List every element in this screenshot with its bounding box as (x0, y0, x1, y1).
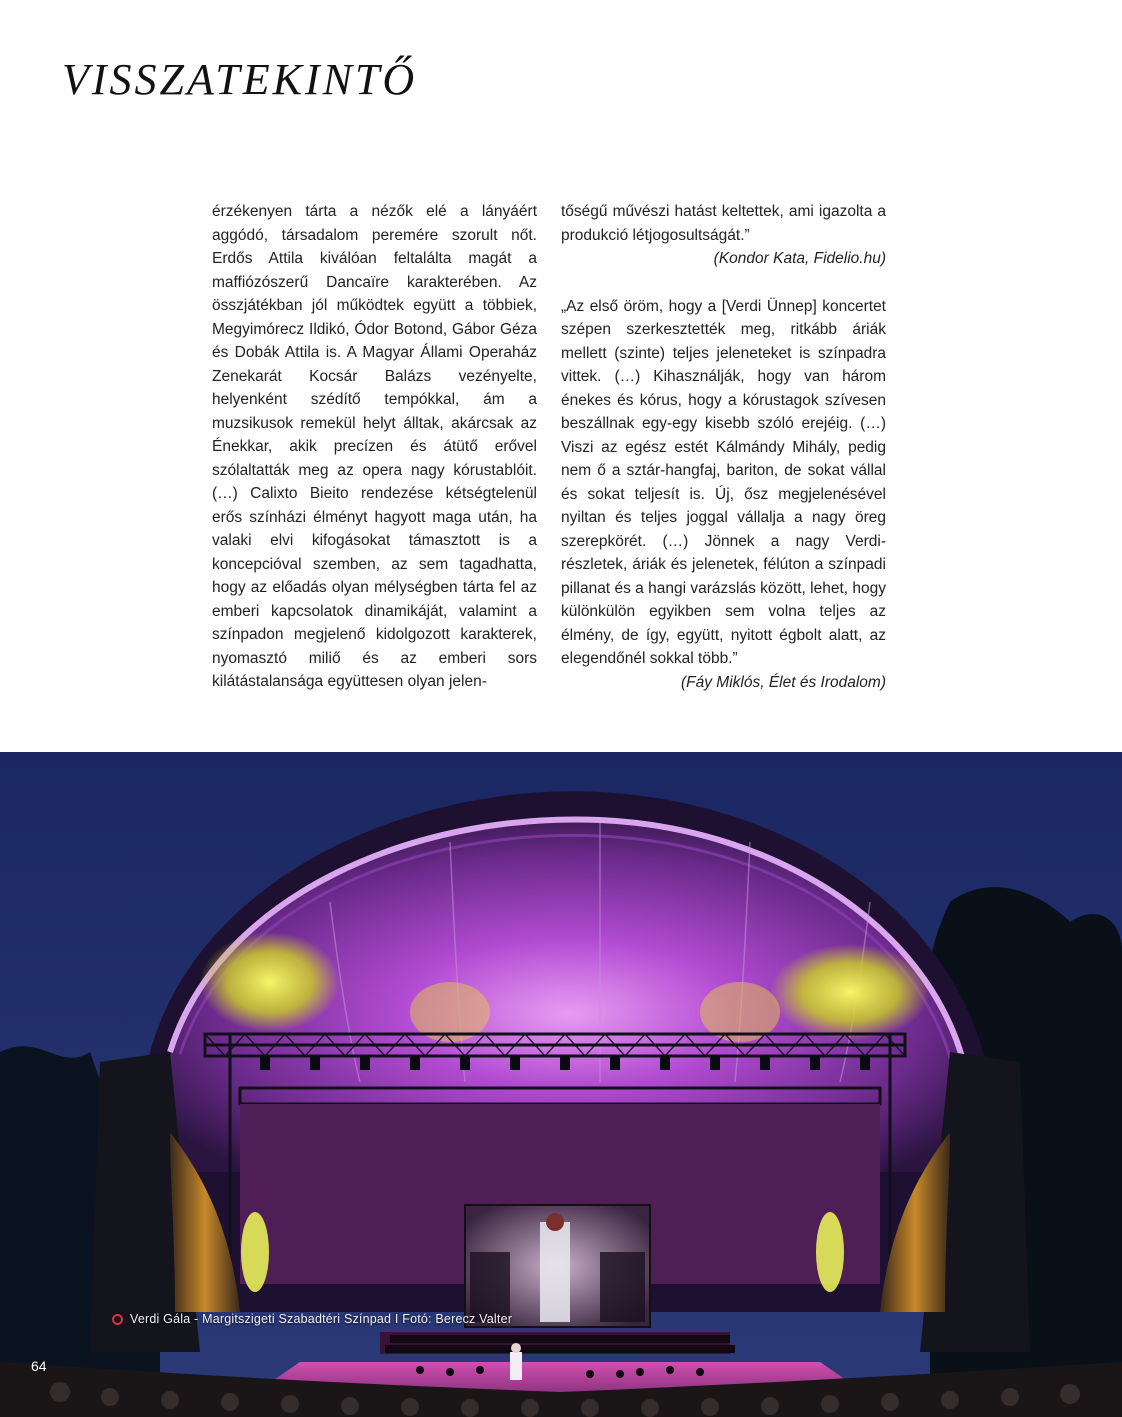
quote-text: „Az első öröm, hogy a [Verdi Ünnep] koncertet szépen szerkesztették meg, ritkább áriák mellett (szinte) teljes jeleneteket is színpadra vittek. (…) Kihasználják, hogy van három énekes és kórus, hogy a kórustagok szívesen beszállnak egy-egy kisebb szóló erejéig. (…) Viszi az egész estét Kálmándy Mihály, pedig nem ő a sztár-hangfaj, bariton, de sokat vállal és sokat teljesít is. Új, ősz megjelenésével nyiltan és teljes joggal vállalja a nagy öreg szerepkörét. (…) Jönnek a nagy Verdi-részletek, áriák és jelenetek, félúton a színpadi pillanat és a hangi varázslás között, lehet, hogy különkülön egyikben sem volna teljes az élmény, de így, együtt, nyitott égbolt alatt, az elegendőnél sokkal több.” (561, 297, 886, 667)
page-number: 64 (31, 1358, 47, 1374)
photo-caption (112, 1312, 512, 1326)
right-text-column (561, 200, 886, 694)
section-title: VISSZATEKINTŐ (62, 55, 418, 104)
quote-continuation: tőségű művészi hatást keltettek, ami igazolta a produkció létjogosultságát.” (561, 203, 886, 244)
article-body-text: érzékenyen tárta a nézők elé a lányáért aggódó, társadalom peremére szorult nőt. Erdős Attila kiválóan feltalálta magát a maffiózószerű Dancaïre karakterében. Az összjátékban jól működtek együtt a többiek, Megyimórecz Ildikó, Ódor Botond, Gábor Géza és Dobák Attila is. A Magyar Állami Operaház Zenekarát Kocsár Balázs vezényelte, helyenként szédítő tempókkal, ám a muzsikusok remekül helyt álltak, akárcsak az Énekkar, akik precízen és átütő erővel szólaltatták meg az opera nagy kórustablóit. (…) Calixto Bieito rendezése kétségtelenül erős színházi élményt hagyott maga után, ha valaki elvi kifogásokat támasztott is a koncepcióval szemben, az sem tagadhatta, hogy az előadás olyan mélységben tárta fel az emberi kapcsolatok dinamikáját, valamint a színpadon megjelenő kidolgozott karakterek, nyomasztó miliő és az emberi sors kilátástalansága együttesen olyan jelen- (212, 203, 537, 690)
paragraph-gap (561, 271, 886, 295)
quote-citation: (Kondor Kata, Fidelio.hu) (713, 250, 886, 267)
caption-text: Verdi Gála - Margitszigeti Szabadtéri Színpad I Fotó: Berecz Valter (130, 1312, 513, 1326)
caption-ring-icon (112, 1314, 123, 1325)
left-text-column (212, 200, 537, 694)
quote-citation: (Fáy Miklós, Élet és Irodalom) (681, 673, 886, 691)
